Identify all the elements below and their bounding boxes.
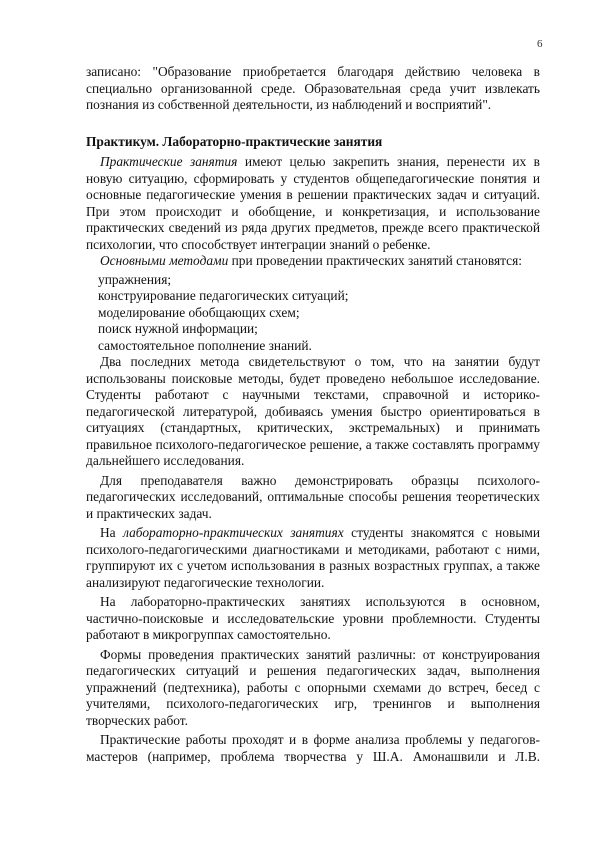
paragraph-text: имеют целью закрепить знания, перенести их в новую ситуацию, сформировать у студентов общепедагогические понятия и основные педагогические умения в решении практических задач и ситуаций. При этом происходит и обобщение, и конкретизация, и использование практических сведений из ряда других предметов, прежде всего практической психологии, что способствует интеграции знаний о ребенке. <box>86 154 540 252</box>
list-item: поиск нужной информации; <box>98 321 258 337</box>
paragraph-teacher: Для преподавателя важно демонстрировать образцы психолого-педагогических исследований, оптимальные способы решения теоретических и практических задач. <box>86 472 540 521</box>
term-lab-classes: лабораторно-практических занятиях <box>123 525 344 541</box>
paragraph-quote: записано: "Образование приобретается благодаря действию человека в специально организованной среде. Образовательная среда учит извлекать познания из собственной деятельности, из наблюдений и восприятий". <box>86 64 540 112</box>
list-item: упражнения; <box>98 271 172 287</box>
paragraph-text: На <box>100 525 124 541</box>
paragraph-main-methods <box>86 253 540 270</box>
list-item: моделирование обобщающих схем; <box>98 304 300 320</box>
page-body <box>86 64 540 765</box>
section-heading: Практикум. Лабораторно-практические занятия <box>86 133 383 149</box>
paragraph-forms: Формы проведения практических занятий различны: от конструирования педагогических ситуаций и решения педагогических задач, выполнения упражнений (педтехника), работы с опорными схемами до встреч, бесед с учителями, психолого-педагогических игр, тренингов и выполнения творческих работ. <box>86 646 540 728</box>
paragraph-problem-levels: На лабораторно-практических занятиях используются в основном, частично-поисковые и исследовательские уровни проблемности. Студенты работают в микрогруппах самостоятельно. <box>86 594 540 643</box>
paragraph-practical-works: Практические работы проходят и в форме анализа проблемы у педагогов-мастеров (например, проблема творчества у Ш.А. Амонашвили и Л.В. <box>86 732 540 764</box>
page-number: 6 <box>537 38 543 50</box>
paragraph-text: при проведении практических занятий становятся: <box>228 253 522 268</box>
paragraph-lab-classes <box>86 525 540 591</box>
paragraph-text: студенты знакомятся с новыми психолого-педагогическими диагностиками и методиками, работают с ними, группируют их с учетом использования в разных возрастных группах, а также анализируют педагогические технологии. <box>86 525 540 590</box>
term-main-methods: Основными методами <box>100 253 229 268</box>
term-practical-classes: Практические занятия <box>100 154 238 169</box>
methods-list <box>86 272 540 355</box>
paragraph-practical-classes <box>86 154 540 253</box>
list-item: самостоятельное пополнение знаний. <box>98 337 312 353</box>
paragraph-search-methods: Два последних метода свидетельствуют о том, что на занятии будут использованы поисковые методы, будет проведено небольшое исследование. Студенты работают с научными текстами, справочной и историко-педагогической литературой, добиваясь умения быстро ориентироваться в ситуациях (стандартных, критических, экстремальных) и принимать правильное психолого-педагогическое решение, а также составлять программу дальнейшего исследования. <box>86 354 540 469</box>
list-item: конструирование педагогических ситуаций; <box>98 288 349 304</box>
